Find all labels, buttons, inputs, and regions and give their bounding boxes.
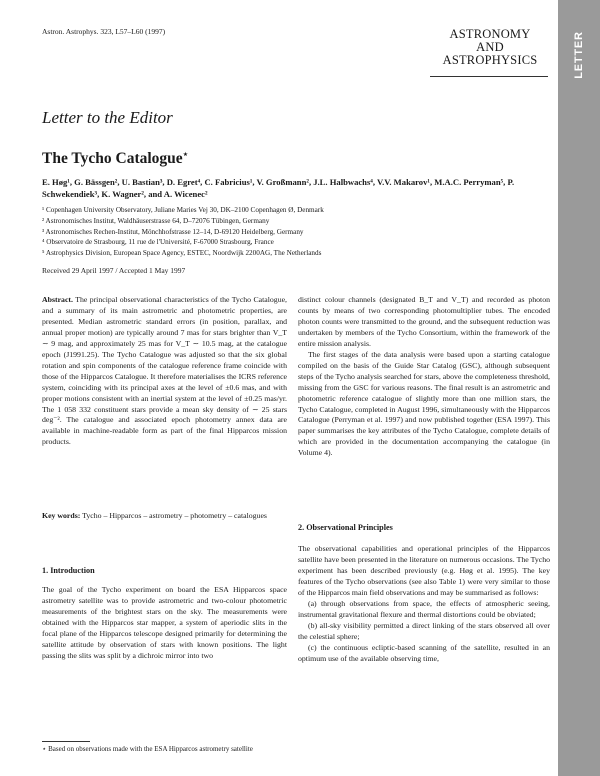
author-list: E. Høg¹, G. Bässgen², U. Bastian³, D. Egret⁴, C. Fabricius¹, V. Großmann², J.L. Halbwachs⁴, V.V. Makarov¹, M.A.C. Perryman⁵, P. Schwekendiek³, K. Wagner², and A. Wicenec² xyxy=(42,177,515,199)
affiliation-item: ¹ Copenhagen University Observatory, Juliane Maries Vej 30, DK–2100 Copenhagen Ø, Denmark xyxy=(42,206,324,214)
journal-logo-line-3: ASTROPHYSICS xyxy=(442,53,538,67)
obs-item-a: (a) through observations from space, the effects of atmospheric seeing, instrumental gravitational flexure and thermal distortions could be obviated; xyxy=(298,598,550,619)
keywords xyxy=(42,511,287,522)
received-dates: Received 29 April 1997 / Accepted 1 May 1997 xyxy=(42,266,186,275)
section-heading: Letter to the Editor xyxy=(42,108,173,127)
journal-citation: Astron. Astrophys. 323, L57–L60 (1997) xyxy=(42,27,166,36)
paper-title-text: The Tycho Catalogue xyxy=(42,150,183,168)
intro-paragraph-2: The first stages of the data analysis were based upon a starting catalogue compiled on the basis of the Guide Star Catalog (GSC), although subsequent steps of the Tycho analysis searched for stars, above the completeness threshold, missing from the GSC for various reasons. The final result is an astrometric and photometric reference catalogue of slightly more than one million stars, the Tycho Catalogue, completed in August 1996, simultaneously with the Hipparcos Catalogue (Perryman et al. 1997) and now published together (ESA 1997). This paper summarises the key attributes of the Tycho Catalogue, complete details of which are provided in the documentation accompanying the catalogue (in Volume 4). xyxy=(298,349,550,458)
footnote-rule xyxy=(42,741,90,742)
affiliation-list xyxy=(42,205,552,259)
letter-sidebar xyxy=(558,0,600,776)
abstract-label: Abstract. xyxy=(42,295,73,304)
obs-paragraph: The observational capabilities and operational principles of the Hipparcos satellite have been presented in the literature on numerous occasions. The Tycho experiment has been described previously (e.g. Høg et al. 1995). The key features of the Tycho observations (see also Table 1) were very similar to those of the Hipparcos main field observations and may be summarised as follows: xyxy=(298,544,550,597)
introduction-heading: 1. Introduction xyxy=(42,566,95,575)
journal-logo-line-1: ASTRONOMY xyxy=(449,27,531,41)
affiliation-item: ⁴ Observatoire de Strasbourg, 11 rue de l'Université, F-67000 Strasbourg, France xyxy=(42,238,274,247)
keywords-label: Key words: xyxy=(42,511,81,520)
abstract xyxy=(42,295,287,448)
introduction-text: The goal of the Tycho experiment on board the ESA Hipparcos space astrometry satellite was to provide astrometric and two-colour photometric measurements of the brightest stars on the sky. The measurements were obtained with the Hipparcos star mapper, a system of aperiodic slits in the focal plane of the Hipparcos telescope designed primarily for determining the satellite attitude by observation of stars with known positions. The light passing the slits was split by a dichroic mirror into two xyxy=(42,585,287,660)
keywords-text: Tycho – Hipparcos – astrometry – photometry – catalogues xyxy=(82,511,267,520)
abstract-text: The principal observational characteristics of the Tycho Catalogue, and a summary of its main astrometric and photometric properties, are presented. Median astrometric standard errors (in position, parallax, and annual proper motion) are typically around 7 mas for stars brighter than V_T ∼ 9 mag, and approximately 25 mas for V_T ∼ 10.5 mag, at the catalogue epoch (J1991.25). The Tycho Catalogue was adjusted so that the six global rotation and spin components of the catalogue reference frame coincide with those of the Hipparcos Catalogue. It therefore materialises the ICRS reference system, coinciding with its principal axes at the level of ±0.6 mas, and with proper motions consistent with an inertial system at the level of ±0.25 mas/yr. The 1 058 332 constituent stars provide a mean sky density of ∼ 25 stars deg⁻². The catalogue and associated epoch photometry annex data are available in machine-readable form as part of the final Hipparcos mission products. xyxy=(42,295,287,447)
affiliation-item: ² Astronomisches Institut, Waldhäuserstrasse 64, D–72076 Tübingen, Germany xyxy=(42,216,270,225)
journal-logo-rule xyxy=(430,76,548,77)
letter-label-box xyxy=(558,0,600,110)
right-column-top xyxy=(298,295,550,459)
observational-principles-heading: 2. Observational Principles xyxy=(298,523,393,532)
observational-principles-text xyxy=(298,544,550,664)
title-footnote-mark: ⋆ xyxy=(182,149,189,159)
letter-label: LETTER xyxy=(573,31,586,79)
journal-logo xyxy=(430,28,550,67)
affiliation-item: ³ Astronomisches Rechen-Institut, Mönchhofstrasse 12–14, D-69120 Heidelberg, Germany xyxy=(42,227,304,236)
paper-title xyxy=(42,149,188,168)
obs-item-b: (b) all-sky visibility permitted a direct linking of the stars observed all over the celestial sphere; xyxy=(298,620,550,641)
obs-item-c: (c) the continuous ecliptic-based scanning of the satellite, resulted in an optimum use of the available observing time, xyxy=(298,642,550,663)
footnote: ⋆ Based on observations made with the ESA Hipparcos astrometry satellite xyxy=(42,745,253,753)
affiliation-item: ⁵ Astrophysics Division, European Space Agency, ESTEC, Noordwijk 2200AG, The Netherlands xyxy=(42,249,322,258)
journal-logo-line-2: AND xyxy=(476,40,504,54)
intro-paragraph-continued: distinct colour channels (designated B_T and V_T) and recorded as photon counts by means of two corresponding photomultiplier tubes. The encoded photon counts were transmitted to the ground, and the subsequent reduction was undertaken by members of the Tycho Consortium, within the framework of the entire mission analysis. xyxy=(298,295,550,348)
